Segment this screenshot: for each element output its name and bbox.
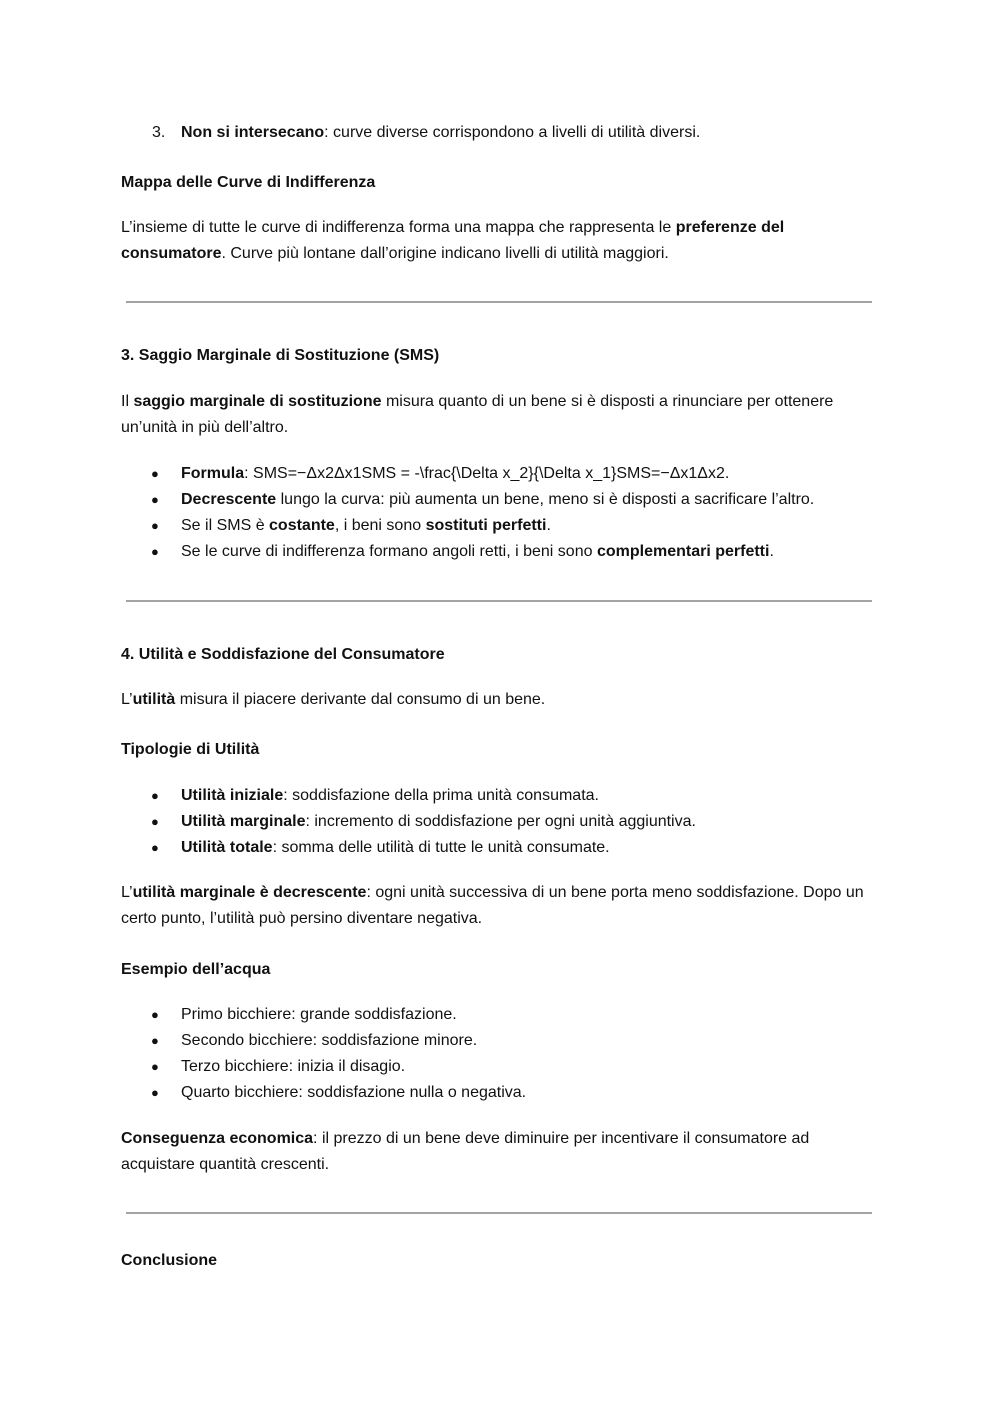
- text-run: L’insieme di tutte le curve di indifferenza forma una mappa che rappresenta le: [121, 219, 676, 236]
- paragraph-sms: [121, 389, 881, 441]
- bullet-icon: ●: [151, 544, 159, 559]
- bullet-icon: ●: [151, 492, 159, 507]
- text-run: . Curve più lontane dall’origine indicano livelli di utilità maggiori.: [221, 245, 669, 262]
- bullet-icon: ●: [151, 1059, 159, 1074]
- section-heading-utilita: 4. Utilità e Soddisfazione del Consumatore: [121, 646, 445, 663]
- subheading-tipologie: Tipologie di Utilità: [121, 741, 260, 758]
- list-item: [121, 809, 881, 835]
- list-item-text: Utilità iniziale: soddisfazione della prima unità consumata.: [181, 787, 599, 804]
- bullet-list-esempio: [121, 1002, 881, 1106]
- section-heading-conclusione: Conclusione: [121, 1252, 218, 1269]
- list-item: [121, 835, 881, 861]
- list-item: [121, 1028, 881, 1054]
- list-item: [121, 1002, 881, 1028]
- list-item: [121, 783, 881, 809]
- list-item-text: Se le curve di indifferenza formano angoli retti, i beni sono complementari perfetti.: [181, 543, 774, 560]
- item-bold: Non si intersecano: [181, 124, 325, 141]
- list-item: [121, 513, 881, 539]
- subheading-esempio: Esempio dell’acqua: [121, 961, 271, 978]
- list-item-text: Utilità marginale: incremento di soddisfazione per ogni unità aggiuntiva.: [181, 813, 696, 830]
- section-heading-mappa: Mappa delle Curve di Indifferenza: [121, 174, 376, 191]
- text-bold: saggio marginale di sostituzione: [133, 393, 382, 410]
- bullet-icon: ●: [151, 814, 159, 829]
- list-item-text: Primo bicchiere: grande soddisfazione.: [181, 1006, 457, 1023]
- list-item-text: Utilità totale: somma delle utilità di tutte le unità consumate.: [181, 839, 610, 856]
- paragraph-conseguenza: Conseguenza economica: il prezzo di un bene deve diminuire per incentivare il consumatore ad acquistare quantità crescenti.: [121, 1130, 810, 1173]
- bullet-icon: ●: [151, 1033, 159, 1048]
- item-text: [181, 120, 700, 146]
- paragraph-decrescente: L’utilità marginale è decrescente: ogni unità successiva di un bene porta meno soddisfazione. Dopo un certo punto, l’utilità può persino diventare negativa.: [121, 884, 864, 927]
- list-item-text: Quarto bicchiere: soddisfazione nulla o negativa.: [181, 1084, 527, 1101]
- bullet-list-tipologie: [121, 783, 881, 861]
- text-bold: preferenze del consumatore: [121, 219, 785, 262]
- bullet-icon: ●: [151, 466, 159, 481]
- horizontal-rule: [126, 600, 872, 602]
- bullet-icon: ●: [151, 1007, 159, 1022]
- paragraph-mappa: [121, 215, 856, 267]
- bullet-icon: ●: [151, 788, 159, 803]
- horizontal-rule: [126, 1212, 872, 1214]
- list-item: [121, 1054, 881, 1080]
- paragraph-utilita: L’utilità misura il piacere derivante dal consumo di un bene.: [121, 691, 546, 708]
- list-item-text: Secondo bicchiere: soddisfazione minore.: [181, 1032, 478, 1049]
- list-item-text: Formula: SMS=−Δx2Δx1SMS = -\frac{\Delta x_2}{\Delta x_1}SMS=−Δx1Δx2.: [181, 465, 730, 482]
- list-item-text: Se il SMS è costante, i beni sono sostituti perfetti.: [181, 517, 551, 534]
- section-heading-sms: 3. Saggio Marginale di Sostituzione (SMS): [121, 347, 440, 364]
- text-run: Il: [121, 393, 134, 410]
- text-run: misura quanto di un bene si è disposti a rinunciare per ottenere un’unità in più dell’altro.: [121, 393, 834, 436]
- bullet-icon: ●: [151, 518, 159, 533]
- list-item: [121, 461, 881, 487]
- list-item: [121, 1080, 881, 1106]
- list-item-text: Decrescente lungo la curva: più aumenta un bene, meno si è disposti a sacrificare l’altro.: [181, 491, 815, 508]
- list-item: [121, 487, 881, 513]
- bullet-icon: ●: [151, 1085, 159, 1100]
- horizontal-rule: [126, 301, 872, 303]
- item-rest: : curve diverse corrispondono a livelli di utilità diversi.: [324, 124, 701, 141]
- bullet-icon: ●: [151, 840, 159, 855]
- list-item-text: Terzo bicchiere: inizia il disagio.: [181, 1058, 406, 1075]
- list-item: [121, 539, 881, 565]
- bullet-list-sms: [121, 461, 881, 565]
- item-number: 3.: [152, 124, 166, 141]
